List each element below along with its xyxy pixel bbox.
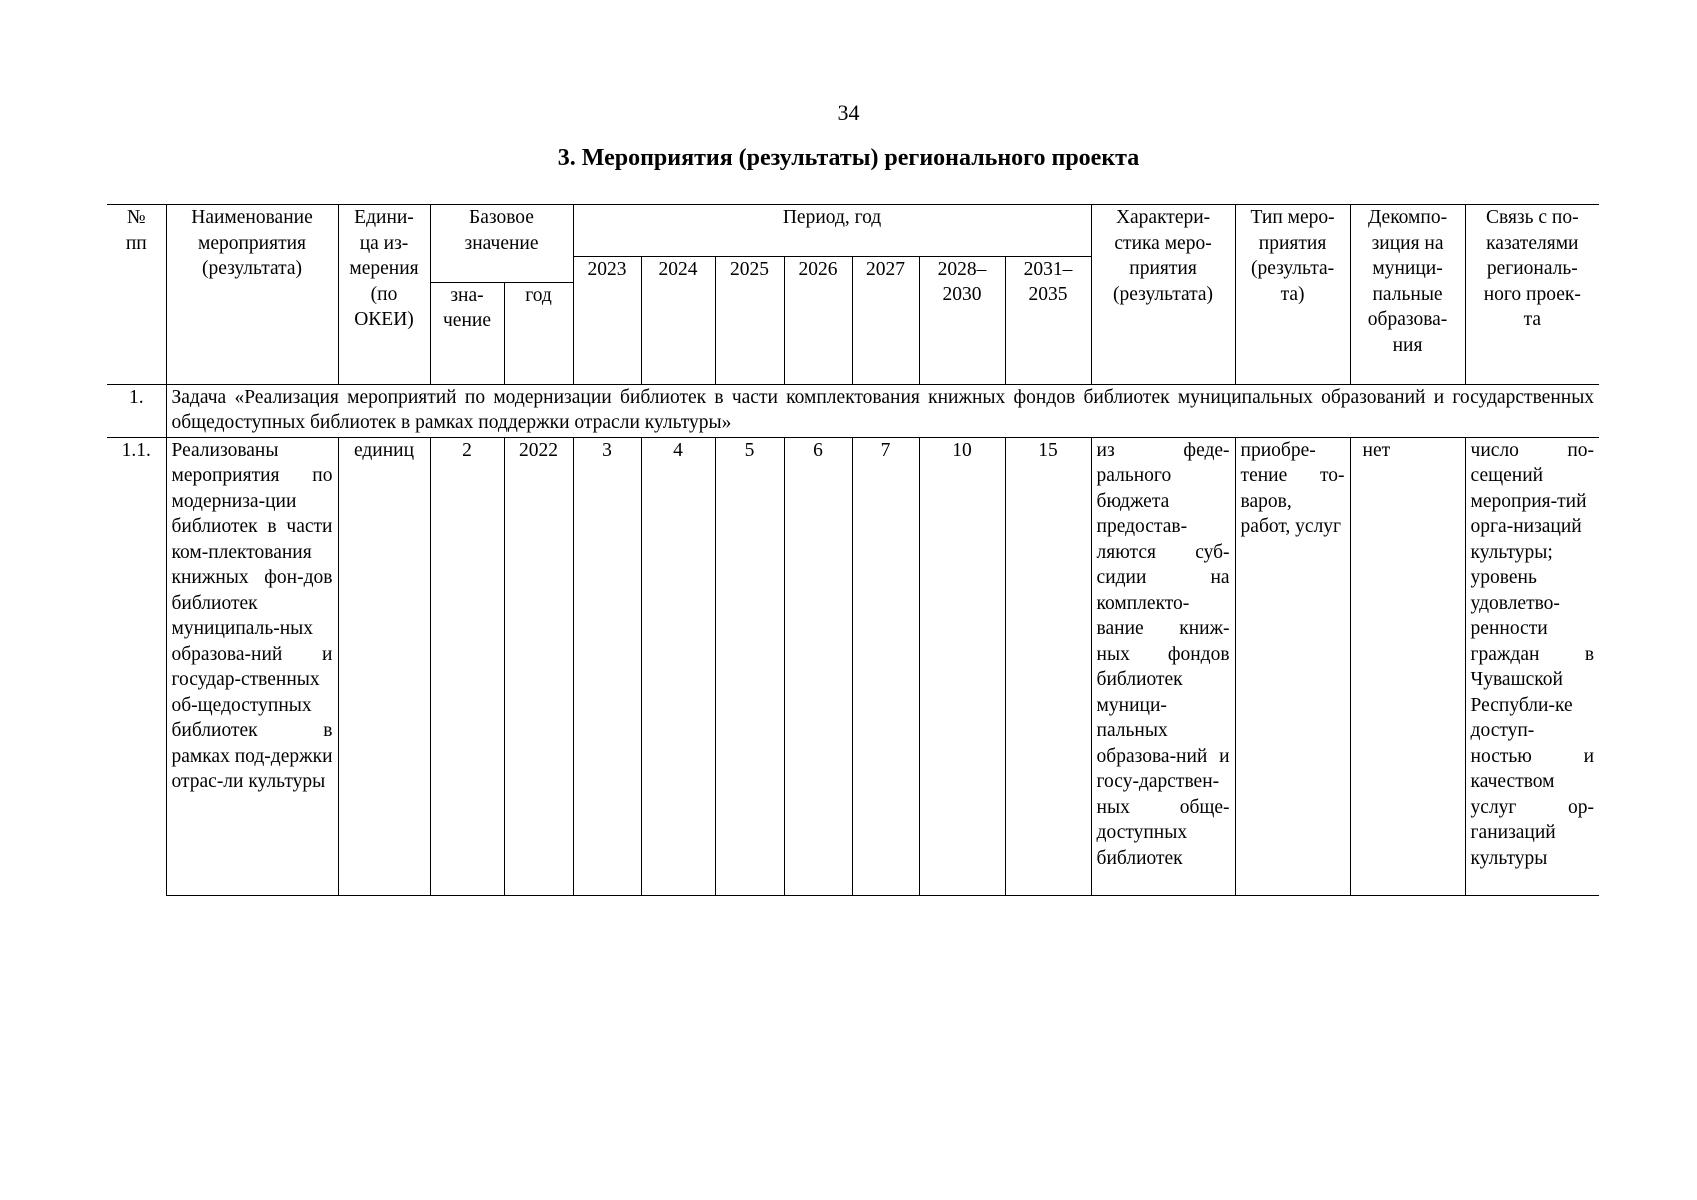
header-base-cont	[430, 256, 573, 282]
task-num: 1.	[107, 384, 166, 437]
page-number: 34	[837, 100, 860, 125]
task-text: Задача «Реализация мероприятий по модернизации библиотек в части комплектования книжных фондов библиотек муниципальных образований и государственных общедоступных библиотек в рамках поддержки отрасли культуры»	[166, 384, 1599, 437]
row-name: Реализованы мероприятия по модерниза-ции библиотек в части ком-плектования книжных фон-дов библиотек муниципаль-ных образова-ний и государ-ственных об-щедоступных библиотек в рамках под-держки отрас-ли культуры	[166, 437, 338, 895]
header-base-value: зна- чение	[430, 282, 504, 384]
row-year-2025: 5	[715, 437, 784, 895]
header-year-2028-2030: 2028– 2030	[919, 256, 1005, 384]
row-year-2028-2030: 10	[919, 437, 1005, 895]
row-characteristic: из феде-рального бюджета предостав-ляются суб-сидии на комплекто-вание книж-ных фондов библиотек муници-пальных образова-ний и госу-дарствен-ных обще-доступных библиотек	[1091, 437, 1235, 895]
header-characteristic: Характери- стика меро- приятия (результата)	[1091, 205, 1235, 385]
header-year-2026: 2026	[784, 256, 852, 384]
header-year-2023: 2023	[573, 256, 641, 384]
header-unit: Едини- ца из- мерения (по ОКЕИ)	[338, 205, 430, 385]
events-table	[107, 204, 1599, 896]
header-year-2025: 2025	[715, 256, 784, 384]
header-base-year: год	[504, 282, 573, 384]
row-base-value: 2	[430, 437, 504, 895]
row-year-2031-2035: 15	[1005, 437, 1091, 895]
section-title: 3. Мероприятия (результаты) регионального проекта	[557, 145, 1140, 171]
row-year-2024: 4	[641, 437, 715, 895]
header-decomposition: Декомпо- зиция на муници- пальные образова- ния	[1350, 205, 1465, 385]
row-year-2027: 7	[852, 437, 919, 895]
header-year-2024: 2024	[641, 256, 715, 384]
task-row	[107, 384, 1599, 437]
header-link: Связь с по- казателями региональ- ного проек- та	[1465, 205, 1599, 385]
row-type: приобре-тение то-варов, работ, услуг	[1235, 437, 1350, 895]
header-num: № пп	[107, 205, 166, 385]
header-period: Период, год	[573, 205, 1091, 257]
header-type: Тип меро- приятия (результа- та)	[1235, 205, 1350, 385]
row-link: число по-сещений мероприя-тий орга-низаций культуры; уровень удовлетво-ренности граждан в Чувашской Республи-ке доступ-ностью и качеством услуг ор-ганизаций культуры	[1465, 437, 1599, 895]
header-base: Базовое значение	[430, 205, 573, 257]
row-base-year: 2022	[504, 437, 573, 895]
header-year-2027: 2027	[852, 256, 919, 384]
row-year-2023: 3	[573, 437, 641, 895]
row-decomposition: нет	[1350, 437, 1465, 895]
row-num: 1.1.	[107, 437, 166, 895]
row-year-2026: 6	[784, 437, 852, 895]
header-year-2031-2035: 2031– 2035	[1005, 256, 1091, 384]
table-row	[107, 437, 1599, 895]
row-unit: единиц	[338, 437, 430, 895]
header-name: Наименование мероприятия (результата)	[166, 205, 338, 385]
